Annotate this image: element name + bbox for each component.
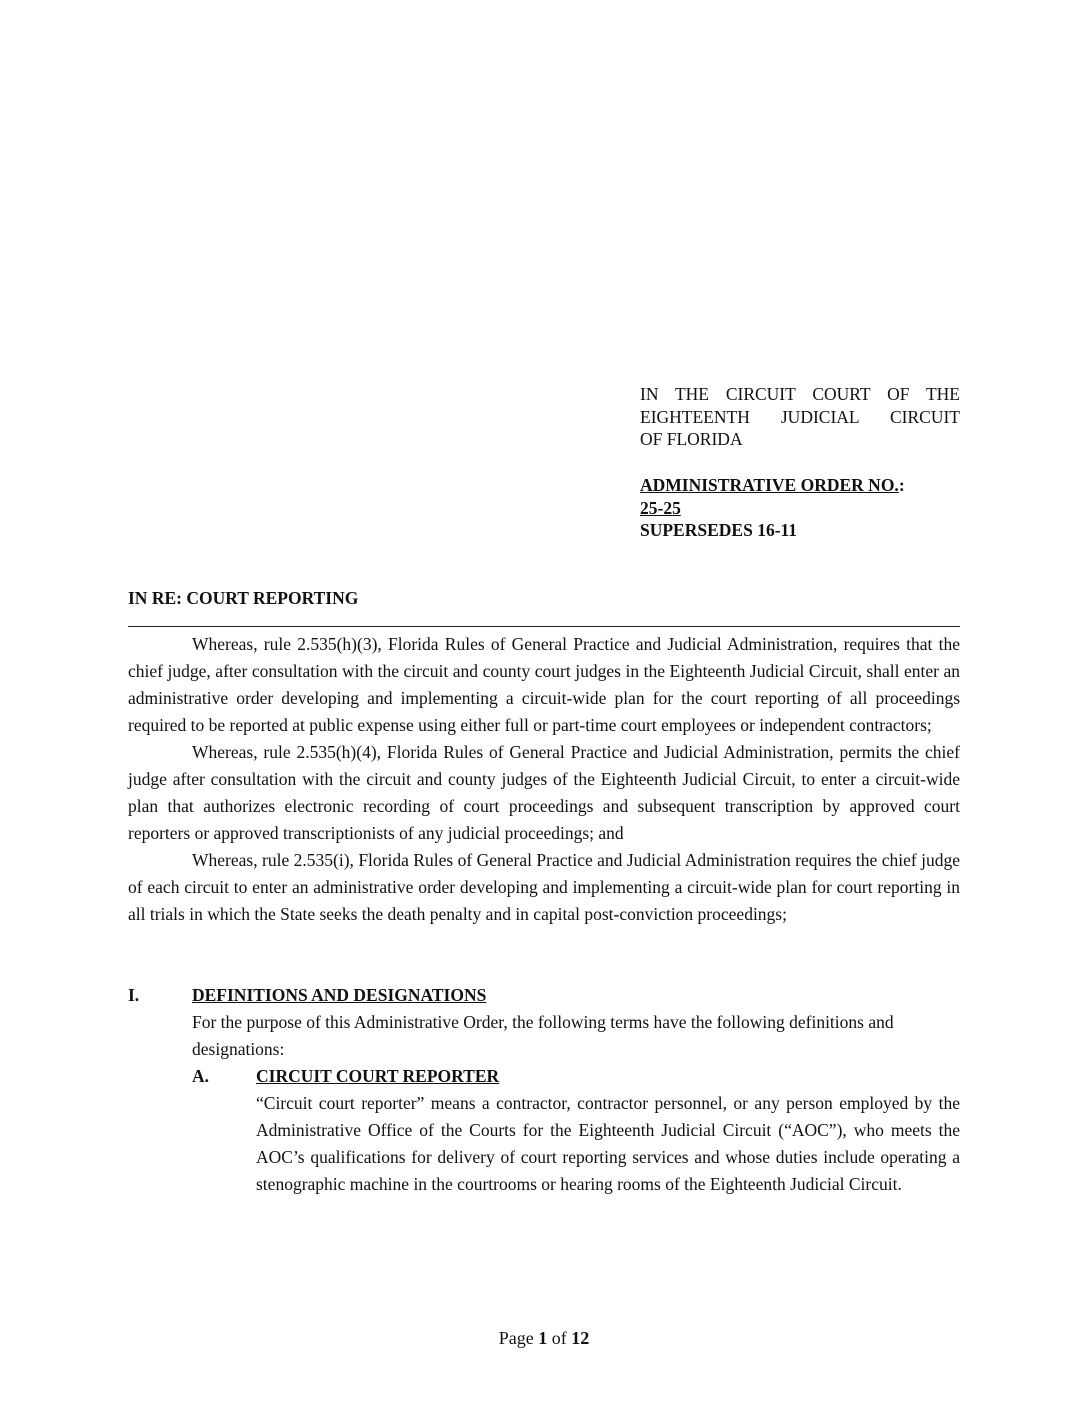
subsection-definition: “Circuit court reporter” means a contractor, contractor personnel, or any person employed by the Administrative Office of the Courts for the Eighteenth Judicial Circuit (“AOC”), who meets the AOC’s qualifications for delivery of court reporting services and whose duties include operating a stenographic machine in the courtrooms or hearing rooms of the Eighteenth Judicial Circuit.	[256, 1093, 960, 1194]
whereas-paragraph-2: Whereas, rule 2.535(h)(4), Florida Rules of General Practice and Judicial Administration, permits the chief judge after consultation with the circuit and county judges of the Eighteenth Judicial Circuit, to enter a circuit-wide plan that authorizes electronic recording of court proceedings and subsequent transcription by approved court reporters or approved transcriptionists of any judicial proceedings; and	[128, 742, 960, 843]
in-re-heading: IN RE: COURT REPORTING	[128, 588, 359, 608]
whereas-paragraph-3: Whereas, rule 2.535(i), Florida Rules of General Practice and Judicial Administration requires the chief judge of each circuit to enter an administrative order developing and implementing a circuit-wide plan for court reporting in all trials in which the State seeks the death penalty and in capital post-conviction proceedings;	[128, 850, 960, 924]
court-caption-line-3: OF FLORIDA	[640, 429, 743, 449]
order-label: ADMINISTRATIVE ORDER NO.	[640, 475, 899, 495]
order-colon: :	[898, 475, 905, 495]
order-number: 25-25	[640, 497, 681, 518]
court-caption-line-1: IN THE CIRCUIT COURT OF THE	[640, 384, 960, 404]
section-number: I.	[128, 985, 140, 1005]
page-current: 1	[538, 1328, 548, 1348]
court-caption-line-2: EIGHTEENTH JUDICIAL CIRCUIT	[640, 406, 960, 427]
order-label-line	[640, 474, 960, 497]
section-title: DEFINITIONS AND DESIGNATIONS	[192, 985, 487, 1005]
section-heading	[128, 982, 960, 1009]
section-intro: For the purpose of this Administrative Order, the following terms have the following definitions and designations:	[192, 1012, 894, 1059]
court-caption	[640, 383, 960, 451]
subsection-title: CIRCUIT COURT REPORTER	[256, 1066, 500, 1086]
page-footer	[0, 1327, 1088, 1349]
order-caption	[640, 474, 960, 542]
subsection-heading	[192, 1063, 960, 1090]
subsection-number: A.	[192, 1066, 210, 1086]
page-word: Page	[498, 1328, 534, 1348]
section-definitions	[128, 982, 960, 1198]
whereas-paragraph-1: Whereas, rule 2.535(h)(3), Florida Rules of General Practice and Judicial Administration, requires that the chief judge, after consultation with the circuit and county court judges in the Eighteenth Judicial Circuit, shall enter an administrative order developing and implementing a circuit-wide plan for the court reporting of all proceedings required to be reported at public expense using either full or part-time court employees or independent contractors;	[128, 634, 960, 735]
page-total: 12	[571, 1328, 590, 1348]
supersedes: SUPERSEDES 16-11	[640, 520, 798, 540]
of-word: of	[551, 1328, 567, 1348]
divider-line	[128, 626, 960, 627]
whereas-clauses	[128, 631, 960, 928]
